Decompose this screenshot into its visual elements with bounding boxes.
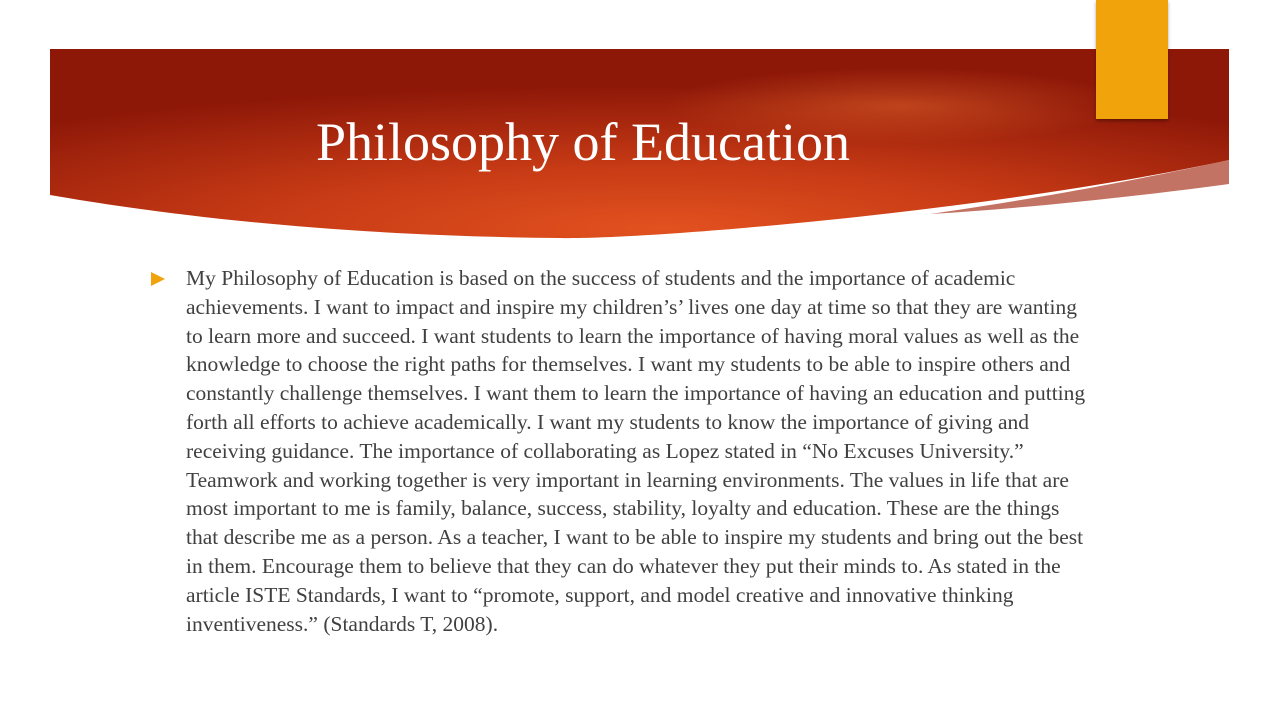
accent-tab — [1096, 0, 1168, 119]
content-area — [150, 264, 1110, 638]
bullet-text: My Philosophy of Education is based on the success of students and the importance of academic achievements. I want to impact and inspire my children’s’ lives one day at time so that they are wanting to learn more and succeed. I want students to learn the importance of having moral values as well as the knowledge to choose the right paths for themselves. I want my students to be able to inspire others and constantly challenge themselves. I want them to learn the importance of having an education and putting forth all efforts to achieve academically. I want my students to know the importance of giving and receiving guidance. The importance of collaborating as Lopez stated in “No Excuses University.” Teamwork and working together is very important in learning environments. The values in life that are most important to me is family, balance, success, stability, loyalty and education. These are the things that describe me as a person. As a teacher, I want to be able to inspire my students and bring out the best in them. Encourage them to believe that they can do whatever they put their minds to. As stated in the article ISTE Standards, I want to “promote, support, and model creative and innovative thinking inventiveness.” (Standards T, 2008). — [186, 266, 1086, 636]
triangle-arrow-icon — [150, 271, 166, 287]
list-item — [150, 264, 1110, 638]
slide-title: Philosophy of Education — [316, 112, 850, 172]
